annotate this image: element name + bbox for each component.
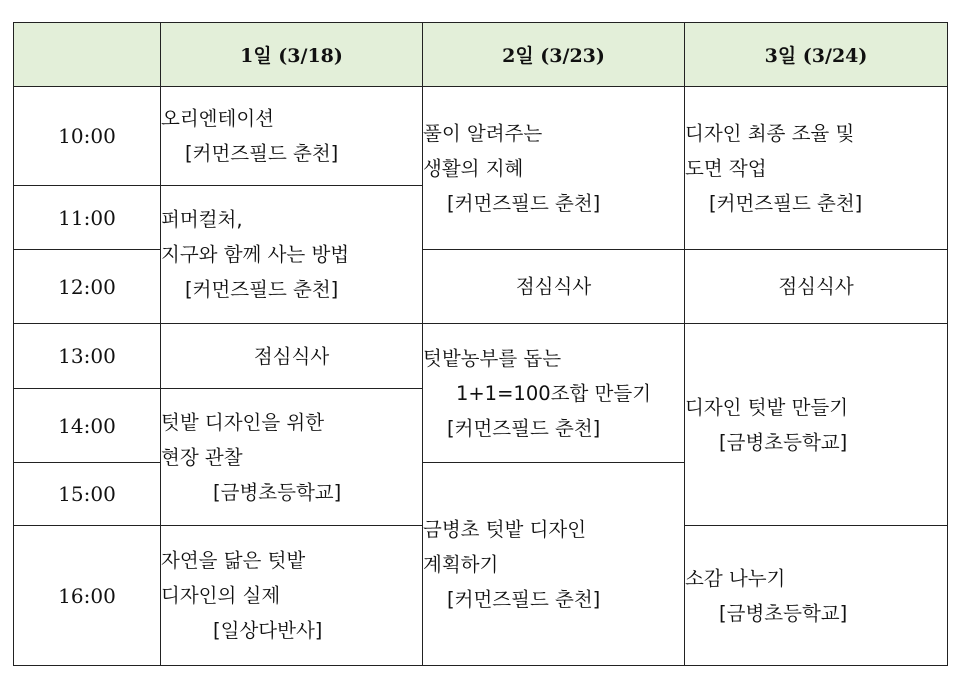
header-day3: 3일 (3/24): [685, 23, 948, 87]
header-corner: [14, 23, 161, 87]
header-day2: 2일 (3/23): [423, 23, 685, 87]
day3-lunch: 점심식사: [685, 250, 948, 324]
day2-wisdom: [423, 87, 685, 250]
day2-union-line2: 1+1=100조합 만들기: [455, 381, 652, 405]
schedule-table: [13, 22, 948, 666]
time-1400: 14:00: [14, 389, 161, 463]
day2-lunch: 점심식사: [423, 250, 685, 324]
day2-wisdom-line2: 생활의 지혜: [423, 156, 524, 180]
time-1100: 11:00: [14, 186, 161, 250]
day1-nature-place: [일상다반사]: [213, 619, 323, 642]
day1-permaculture-line2: 지구와 함께 사는 방법: [161, 243, 350, 266]
header-day1: 1일 (3/18): [161, 23, 423, 87]
time-1300: 13:00: [14, 324, 161, 389]
day3-garden-place: [금병초등학교]: [719, 430, 848, 454]
row-1000: [14, 87, 948, 186]
day1-permaculture-place: [커먼즈필드 춘천]: [185, 278, 339, 301]
row-1300: [14, 324, 948, 389]
day1-orientation-title: 오리엔테이션: [161, 107, 275, 130]
day3-final: [685, 87, 948, 250]
day1-orientation-place: [커먼즈필드 춘천]: [185, 142, 339, 165]
day2-plan-line2: 계획하기: [423, 552, 499, 576]
day1-nature: [161, 526, 423, 666]
day3-garden: [685, 324, 948, 526]
time-1600: 16:00: [14, 526, 161, 666]
day2-union-place: [커먼즈필드 춘천]: [447, 416, 601, 440]
day2-union-line1: 텃밭농부를 돕는: [423, 346, 562, 370]
day1-observation: [161, 389, 423, 526]
day1-permaculture-line1: 퍼머컬처,: [161, 208, 243, 231]
day1-nature-line2: 디자인의 실제: [161, 584, 281, 607]
day3-final-line1: 디자인 최종 조율 및: [685, 121, 855, 145]
day3-final-line2: 도면 작업: [685, 156, 767, 180]
time-1500: 15:00: [14, 463, 161, 526]
day2-union: [423, 324, 685, 463]
day1-nature-line1: 자연을 닮은 텃밭: [161, 549, 306, 572]
day3-share-line1: 소감 나누기: [685, 566, 786, 590]
day1-observation-line2: 현장 관찰: [161, 445, 243, 469]
day1-lunch: 점심식사: [161, 324, 423, 389]
day1-observation-line1: 텃밭 디자인을 위한: [161, 410, 325, 434]
day2-plan-line1: 금병초 텃밭 디자인: [423, 517, 587, 541]
day2-plan: [423, 463, 685, 666]
day2-wisdom-place: [커먼즈필드 춘천]: [447, 191, 601, 215]
time-1200: 12:00: [14, 250, 161, 324]
day3-share-place: [금병초등학교]: [719, 601, 848, 625]
day2-plan-place: [커먼즈필드 춘천]: [447, 587, 601, 611]
time-1000: 10:00: [14, 87, 161, 186]
day3-final-place: [커먼즈필드 춘천]: [709, 191, 863, 215]
row-1200: [14, 250, 948, 324]
day2-wisdom-line1: 풀이 알려주는: [423, 121, 543, 145]
day1-orientation: [161, 87, 423, 186]
day1-observation-place: [금병초등학교]: [213, 480, 342, 504]
day1-permaculture: [161, 186, 423, 324]
header-row: [14, 23, 948, 87]
day3-garden-line1: 디자인 텃밭 만들기: [685, 395, 849, 419]
day3-share: [685, 526, 948, 666]
